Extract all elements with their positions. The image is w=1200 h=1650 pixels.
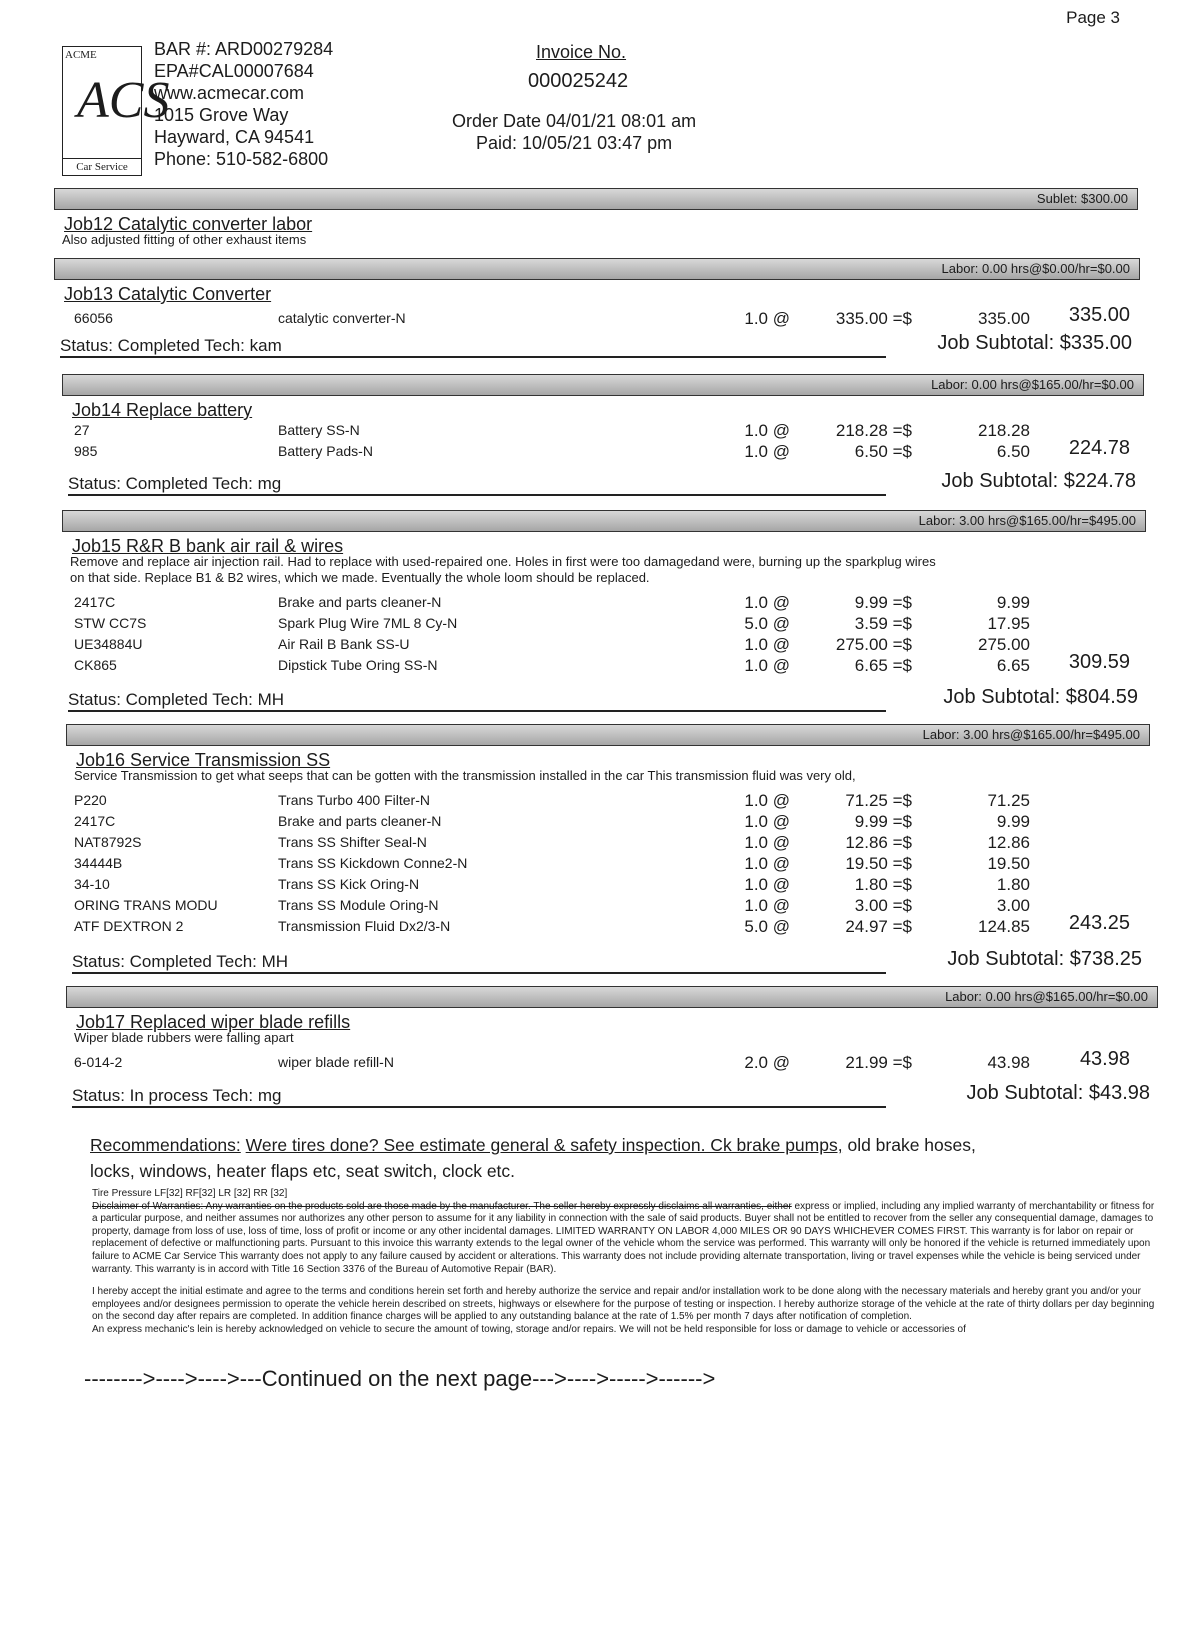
logo-car-service-text: Car Service [63,158,141,175]
part-number: 985 [74,443,98,459]
invoice-label: Invoice No. [536,42,627,62]
street-address: 1015 Grove Way [154,105,289,125]
job-title: Job13 Catalytic Converter [64,284,272,304]
recommendations [90,1132,1150,1184]
job-subtotal: Job Subtotal: $335.00 [937,332,1132,354]
part-extended-price: 3.00 [996,896,1030,915]
job-subtotal: Job Subtotal: $738.25 [947,948,1142,970]
part-number: 34444B [74,855,123,871]
part-description: Brake and parts cleaner-N [278,594,442,610]
logo-acme-text: ACME [65,49,97,61]
part-unit-price: 12.86 =$ [845,833,912,852]
part-number: 2417C [74,813,116,829]
tire-pressure: Tire Pressure LF[32] RF[32] LR [32] RR [32] [92,1188,288,1199]
part-quantity: 1.0 @ [744,854,790,873]
job-status: Status: Completed Tech: kam [60,336,282,355]
part-unit-price: 71.25 =$ [845,791,912,810]
part-extended-price: 9.99 [996,593,1030,612]
paid-date: Paid: 10/05/21 03:47 pm [476,133,673,153]
part-number: NAT8792S [74,834,142,850]
part-unit-price: 9.99 =$ [854,593,912,612]
part-extended-price: 6.65 [996,656,1030,675]
part-description: Spark Plug Wire 7ML 8 Cy-N [278,615,458,631]
job-parts-total: 309.59 [1068,651,1130,673]
job-subtotal: Job Subtotal: $224.78 [941,470,1136,492]
part-description: Trans Turbo 400 Filter-N [278,792,430,808]
part-number: 34-10 [74,876,110,892]
part-unit-price: 3.00 =$ [854,896,912,915]
job-title: Job14 Replace battery [72,400,253,420]
part-extended-price: 124.85 [978,917,1030,936]
bar-number: BAR #: ARD00279284 [154,39,334,59]
invoice-number: 000025242 [528,70,629,92]
part-unit-price: 6.50 =$ [854,442,912,461]
lien-text: An express mechanic's lein is hereby acknowledged on vehicle to secure the amount of towing, storage and/or repairs. We will not be held responsible for loss or damage to vehicle or accessories of [92,1323,966,1335]
job-description-line2: on that side. Replace B1 & B2 wires, which we made. Eventually the whole loom should be replaced. [70,570,650,585]
part-number: CK865 [74,657,117,673]
part-description: Battery Pads-N [278,443,373,459]
part-quantity: 1.0 @ [744,635,790,654]
job-title: Job16 Service Transmission SS [76,750,331,770]
order-dates [452,110,696,154]
part-number: ORING TRANS MODU [74,897,218,913]
part-description: Battery SS-N [278,422,360,438]
recommendations-label: Recommendations: [90,1135,241,1155]
job-title: Job12 Catalytic converter labor [64,214,313,234]
status-underline [60,356,886,358]
job-description: Wiper blade rubbers were falling apart [74,1030,294,1045]
part-extended-price: 43.98 [987,1053,1030,1072]
status-underline [68,710,886,712]
part-number: 27 [74,422,90,438]
part-quantity: 1.0 @ [744,791,790,810]
part-unit-price: 335.00 =$ [835,309,912,328]
part-description: Trans SS Shifter Seal-N [278,834,427,850]
part-description: Air Rail B Bank SS-U [278,636,410,652]
job-subtotal: Job Subtotal: $43.98 [966,1082,1150,1104]
part-number: P220 [74,792,107,808]
part-extended-price: 218.28 [978,421,1030,440]
part-description: Trans SS Kick Oring-N [278,876,420,892]
job-description: Service Transmission to get what seeps that can be gotten with the transmission installed in the car This transmission fluid was very old, [74,768,856,783]
phone: Phone: 510-582-6800 [154,149,329,169]
job-parts-total: 243.25 [1068,912,1130,934]
warranty-fine-print [92,1188,1162,1276]
shop-logo [62,46,170,176]
part-description: Brake and parts cleaner-N [278,813,442,829]
part-unit-price: 6.65 =$ [854,656,912,675]
labor-summary: Labor: 0.00 hrs@$165.00/hr=$0.00 [931,377,1134,392]
job-status: Status: Completed Tech: MH [68,690,285,709]
job-description: Remove and replace air injection rail. Had to replace with used-repaired one. Holes in first were too damagedand were, burning up the sparkplug wires [70,554,936,569]
part-extended-price: 17.95 [987,614,1030,633]
part-quantity: 1.0 @ [744,875,790,894]
authorization-fine-print [92,1286,1162,1336]
order-date: Order Date 04/01/21 08:01 am [452,111,697,131]
shop-info [154,38,333,170]
job-title: Job17 Replaced wiper blade refills [76,1012,351,1032]
labor-summary: Labor: 0.00 hrs@$165.00/hr=$0.00 [945,989,1148,1004]
part-extended-price: 275.00 [978,635,1030,654]
disclaimer-text: express or implied, including any implied warranty of merchantability or fitness for a particular purpose, and neither assumes nor authorizes any other person to assume for it any liability in connection with the sale of said products. Buyer shall not be entitled to recover from the seller any consequential damage, damages to property, damage from loss of use, loss of time, loss of profit or income or any other incidental damages. LIMITED WARRANTY ON LABOR 4,000 MILES OR 90 DAYS WHICHEVER COMES FIRST. This warranty is for labor on repair or replacement of defective or malfunctioning parts. Pursuant to this invoice this warranty extends to the legal owner of the vehicle whom the service was performed. This warranty will only be honored if the vehicle is returned immediately upon failure to ACME Car Service This warranty does not apply to any failure caused by accident or alterations. This warranty does not include providing alternate transportation, living or travel expenses while the vehicle is being serviced under warranty. This warranty is in accord with Title 16 Section 3376 of the Bureau of Automotive Repair (BAR). [92,1200,1155,1275]
part-number: STW CC7S [74,615,147,631]
part-number: 2417C [74,594,116,610]
part-number: 66056 [74,310,113,326]
labor-summary: Labor: 0.00 hrs@$0.00/hr=$0.00 [941,261,1130,276]
part-extended-price: 9.99 [996,812,1030,831]
job-description: Also adjusted fitting of other exhaust items [62,232,307,247]
logo-monogram: ACS [77,72,170,129]
part-unit-price: 19.50 =$ [845,854,912,873]
part-quantity: 1.0 @ [744,896,790,915]
part-description: wiper blade refill-N [278,1054,394,1070]
status-underline [68,494,886,496]
part-extended-price: 1.80 [996,875,1030,894]
status-underline [72,972,886,974]
part-unit-price: 9.99 =$ [854,812,912,831]
part-quantity: 1.0 @ [744,421,790,440]
part-number: ATF DEXTRON 2 [74,918,184,934]
recommendations-text: Were tires done? See estimate general & safety inspection. Ck brake pumps, [245,1135,843,1155]
part-extended-price: 19.50 [987,854,1030,873]
part-number: UE34884U [74,636,143,652]
part-unit-price: 218.28 =$ [835,421,912,440]
part-quantity: 1.0 @ [744,812,790,831]
job-parts-total: 335.00 [1068,304,1130,326]
part-quantity: 5.0 @ [744,917,790,936]
recommendations-line2: locks, windows, heater flaps etc, seat switch, clock etc. [90,1161,516,1181]
job-header-bar [54,188,1138,210]
part-description: Dipstick Tube Oring SS-N [278,657,438,673]
authorization-text: I hereby accept the initial estimate and agree to the terms and conditions herein set forth and hereby authorize the service and repair and/or installation work to be done along with the necessary materials and hereby grant you and/or your employees and/or designees permission to operate the vehicle herein described on streets, highways or elsewhere for the purpose of testing or inspection. I hereby authorize storage of the vehicle at the rate of thirty dollars per day beginning on the second day after repairs are completed. In addition finance charges will be applied to any outstanding balance at the rate of 1.5% per month 7 days after notification of completion. [92,1286,1155,1323]
part-extended-price: 6.50 [996,442,1030,461]
part-description: Transmission Fluid Dx2/3-N [278,918,451,934]
part-description: catalytic converter-N [278,310,406,326]
part-quantity: 1.0 @ [744,593,790,612]
page-number: Page 3 [1066,8,1120,27]
website: www.acmecar.com [154,83,305,103]
job-parts-total: 43.98 [1079,1048,1130,1070]
part-quantity: 1.0 @ [744,833,790,852]
part-number: 6-014-2 [74,1054,123,1070]
part-unit-price: 21.99 =$ [845,1053,912,1072]
job-status: Status: Completed Tech: MH [72,952,289,971]
part-quantity: 1.0 @ [744,309,790,328]
disclaimer-struck: Disclaimer of Warranties: Any warranties on the products sold are those made by the manufacturer. The seller hereby expressly disclaims all warranties, either [92,1200,792,1212]
continued-notice: -------->---->---->---Continued on the next page--->---->----->------> [84,1366,716,1391]
part-description: Trans SS Module Oring-N [278,897,439,913]
city-address: Hayward, CA 94541 [154,127,315,147]
part-unit-price: 24.97 =$ [845,917,912,936]
part-extended-price: 335.00 [978,309,1030,328]
labor-summary: Labor: 3.00 hrs@$165.00/hr=$495.00 [922,727,1140,742]
part-extended-price: 71.25 [987,791,1030,810]
part-unit-price: 275.00 =$ [835,635,912,654]
part-quantity: 5.0 @ [744,614,790,633]
recommendations-text-rest: old brake hoses, [842,1135,976,1155]
part-description: Trans SS Kickdown Conne2-N [278,855,468,871]
part-unit-price: 1.80 =$ [854,875,912,894]
job-title: Job15 R&R B bank air rail & wires [72,536,344,556]
status-underline [72,1106,886,1108]
job-parts-total: 224.78 [1068,437,1130,459]
part-quantity: 1.0 @ [744,656,790,675]
labor-summary: Sublet: $300.00 [1036,191,1128,206]
job-status: Status: In process Tech: mg [72,1086,282,1105]
part-quantity: 1.0 @ [744,442,790,461]
part-unit-price: 3.59 =$ [854,614,912,633]
job-subtotal: Job Subtotal: $804.59 [943,686,1138,708]
part-quantity: 2.0 @ [744,1053,790,1072]
job-status: Status: Completed Tech: mg [68,474,282,493]
labor-summary: Labor: 3.00 hrs@$165.00/hr=$495.00 [918,513,1136,528]
part-extended-price: 12.86 [987,833,1030,852]
epa-number: EPA#CAL00007684 [154,61,314,81]
